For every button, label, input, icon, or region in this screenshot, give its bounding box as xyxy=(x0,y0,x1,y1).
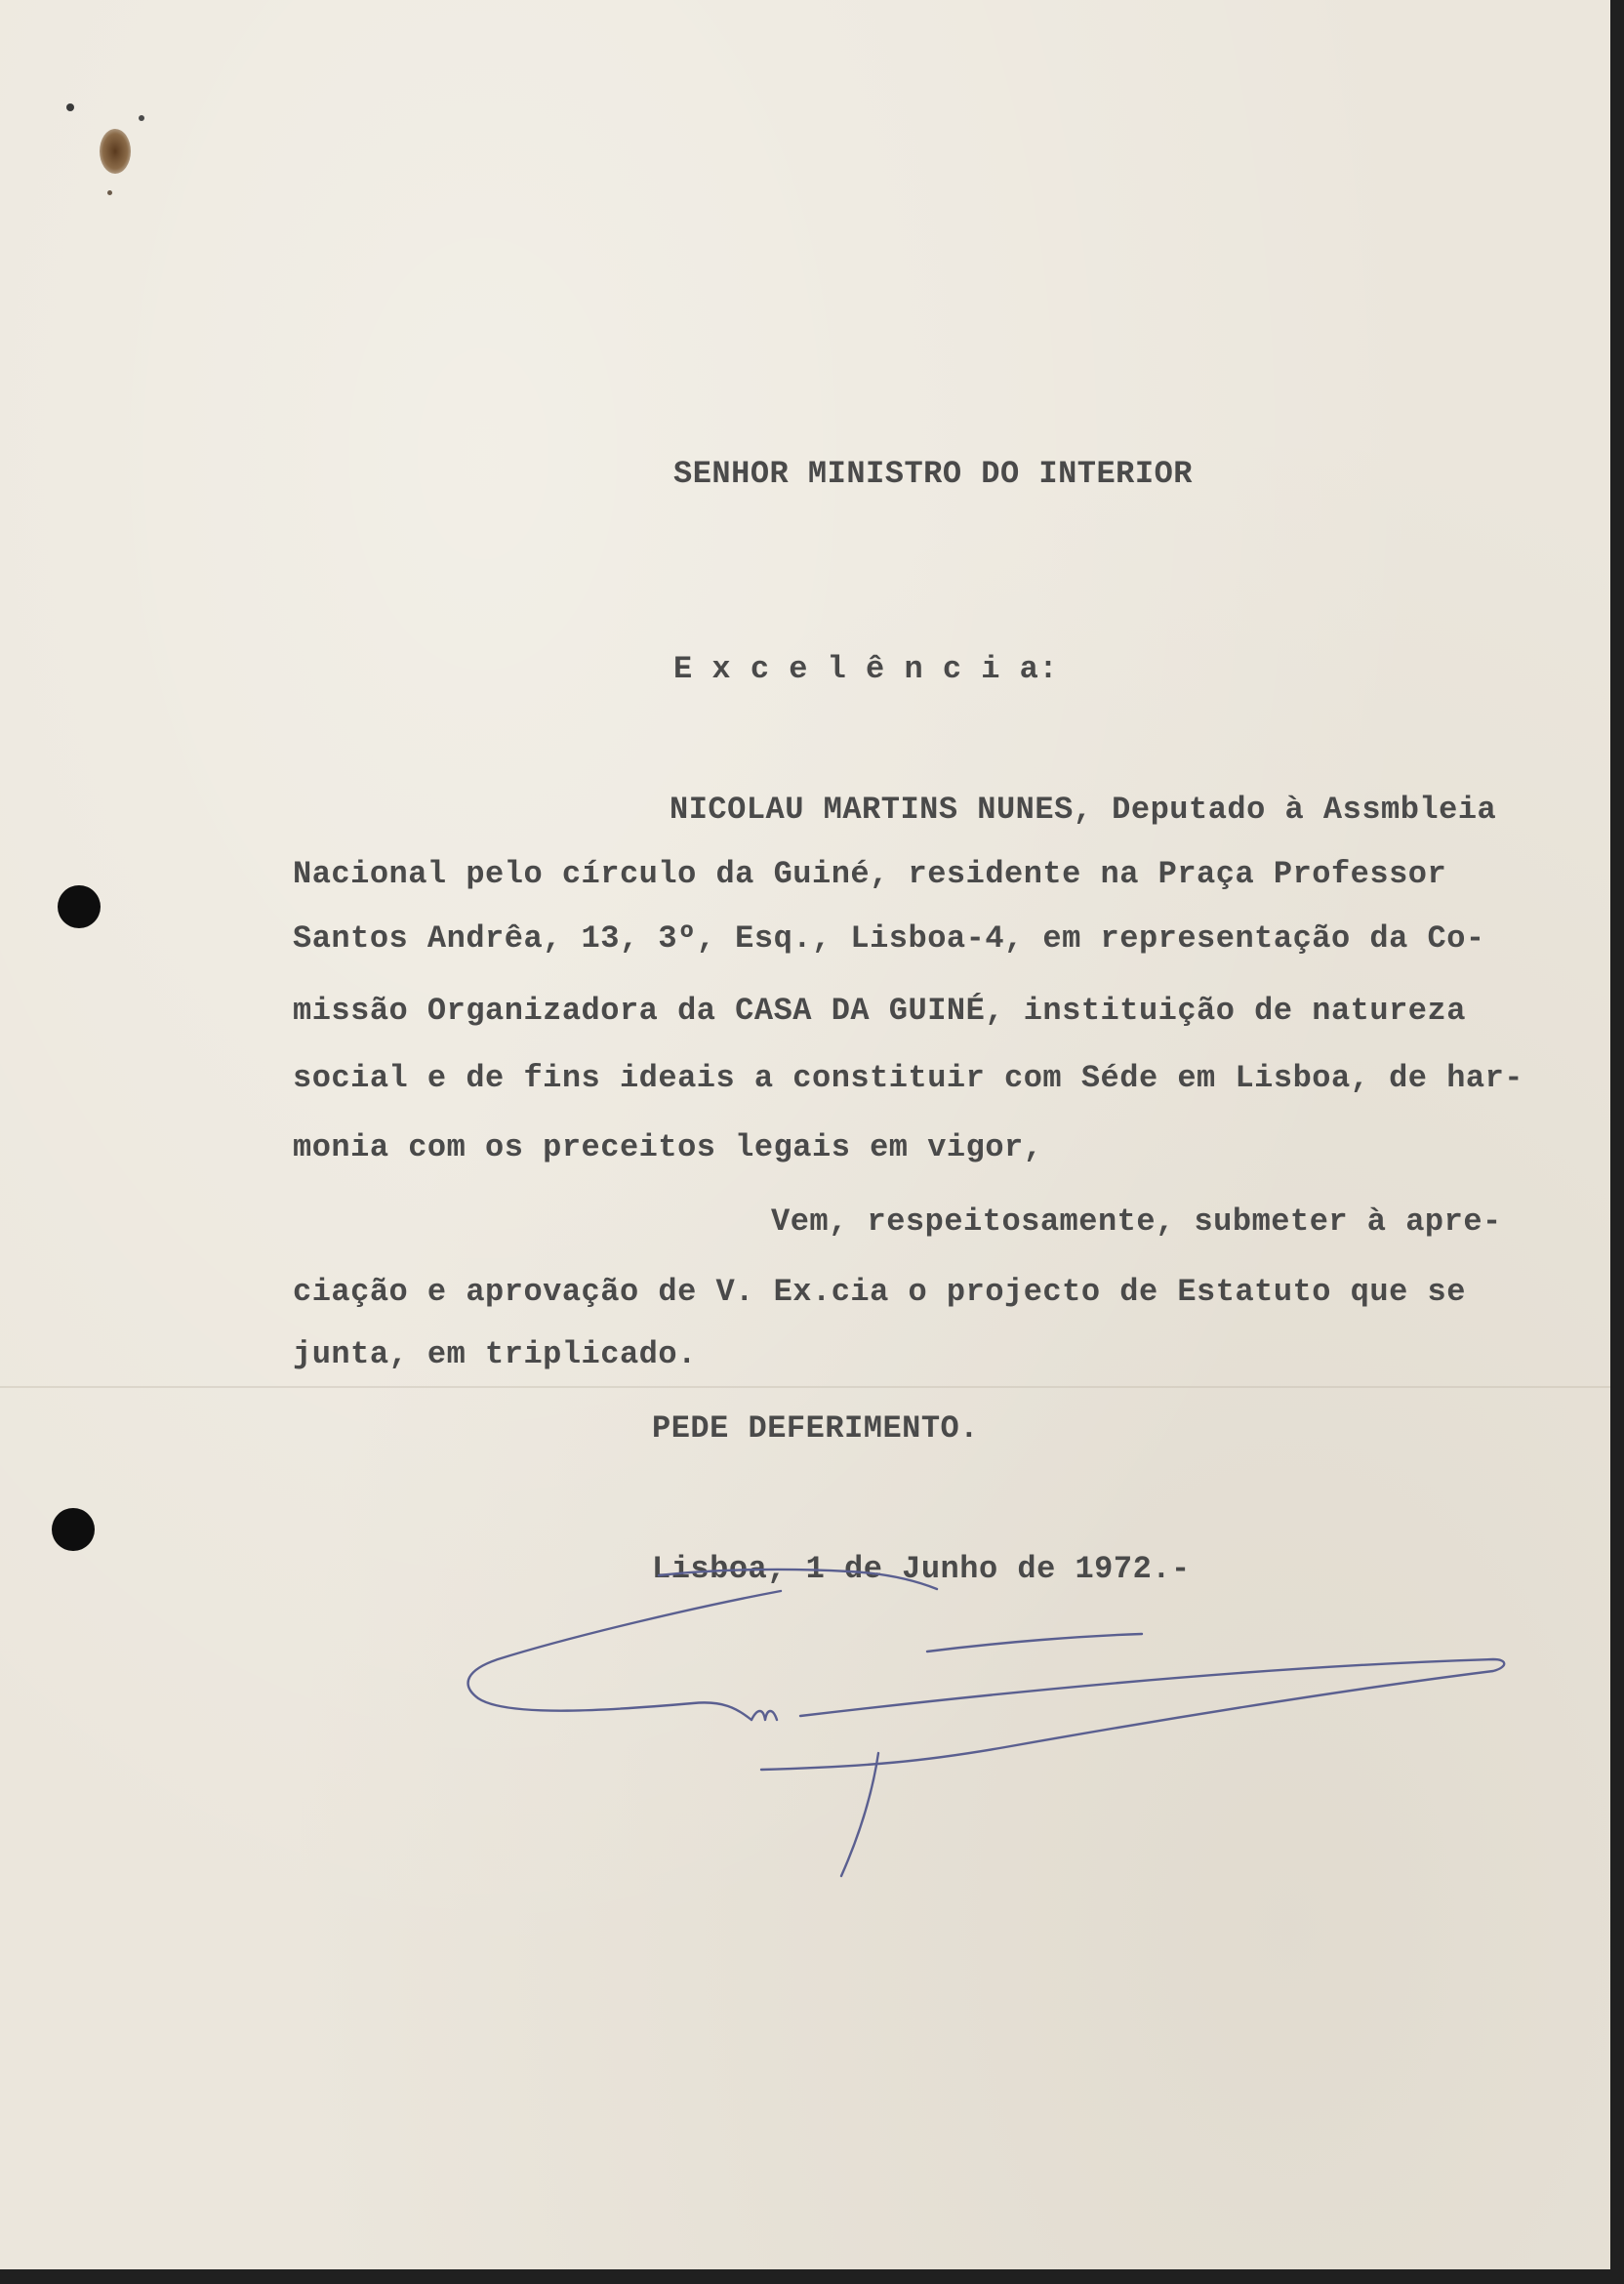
salutation: E x c e l ê n c i a: xyxy=(673,651,1059,687)
punch-hole xyxy=(58,885,101,928)
paragraph-line: Santos Andrêa, 13, 3º, Esq., Lisboa-4, em representação da Co- xyxy=(293,920,1485,957)
paragraph-line: missão Organizadora da CASA DA GUINÉ, instituição de natureza xyxy=(293,993,1466,1029)
scan-border-right xyxy=(1610,0,1624,2284)
paragraph-line: social e de fins ideais a constituir com Séde em Lisboa, de har- xyxy=(293,1060,1523,1096)
paper-fold-line xyxy=(0,1386,1610,1388)
paragraph-line: ciação e aprovação de V. Ex.cia o projecto de Estatuto que se xyxy=(293,1274,1466,1310)
ink-stain xyxy=(100,129,131,174)
paragraph-line: NICOLAU MARTINS NUNES, Deputado à Assmbleia xyxy=(670,792,1497,828)
ink-speck xyxy=(66,103,74,111)
scan-border-bottom xyxy=(0,2269,1624,2284)
handwritten-signature xyxy=(459,1562,1542,1894)
addressee: SENHOR MINISTRO DO INTERIOR xyxy=(673,456,1193,492)
ink-speck xyxy=(139,115,144,121)
ink-speck xyxy=(107,190,112,195)
paragraph-line: Nacional pelo círculo da Guiné, residente na Praça Professor xyxy=(293,856,1447,892)
punch-hole xyxy=(52,1508,95,1551)
closing-request: PEDE DEFERIMENTO. xyxy=(652,1410,979,1447)
paragraph-line: monia com os preceitos legais em vigor, xyxy=(293,1129,1043,1165)
place-date: Lisboa, 1 de Junho de 1972.- xyxy=(652,1551,1191,1587)
paragraph-line: Vem, respeitosamente, submeter à apre- xyxy=(771,1203,1502,1240)
paragraph-line: junta, em triplicado. xyxy=(293,1336,697,1372)
